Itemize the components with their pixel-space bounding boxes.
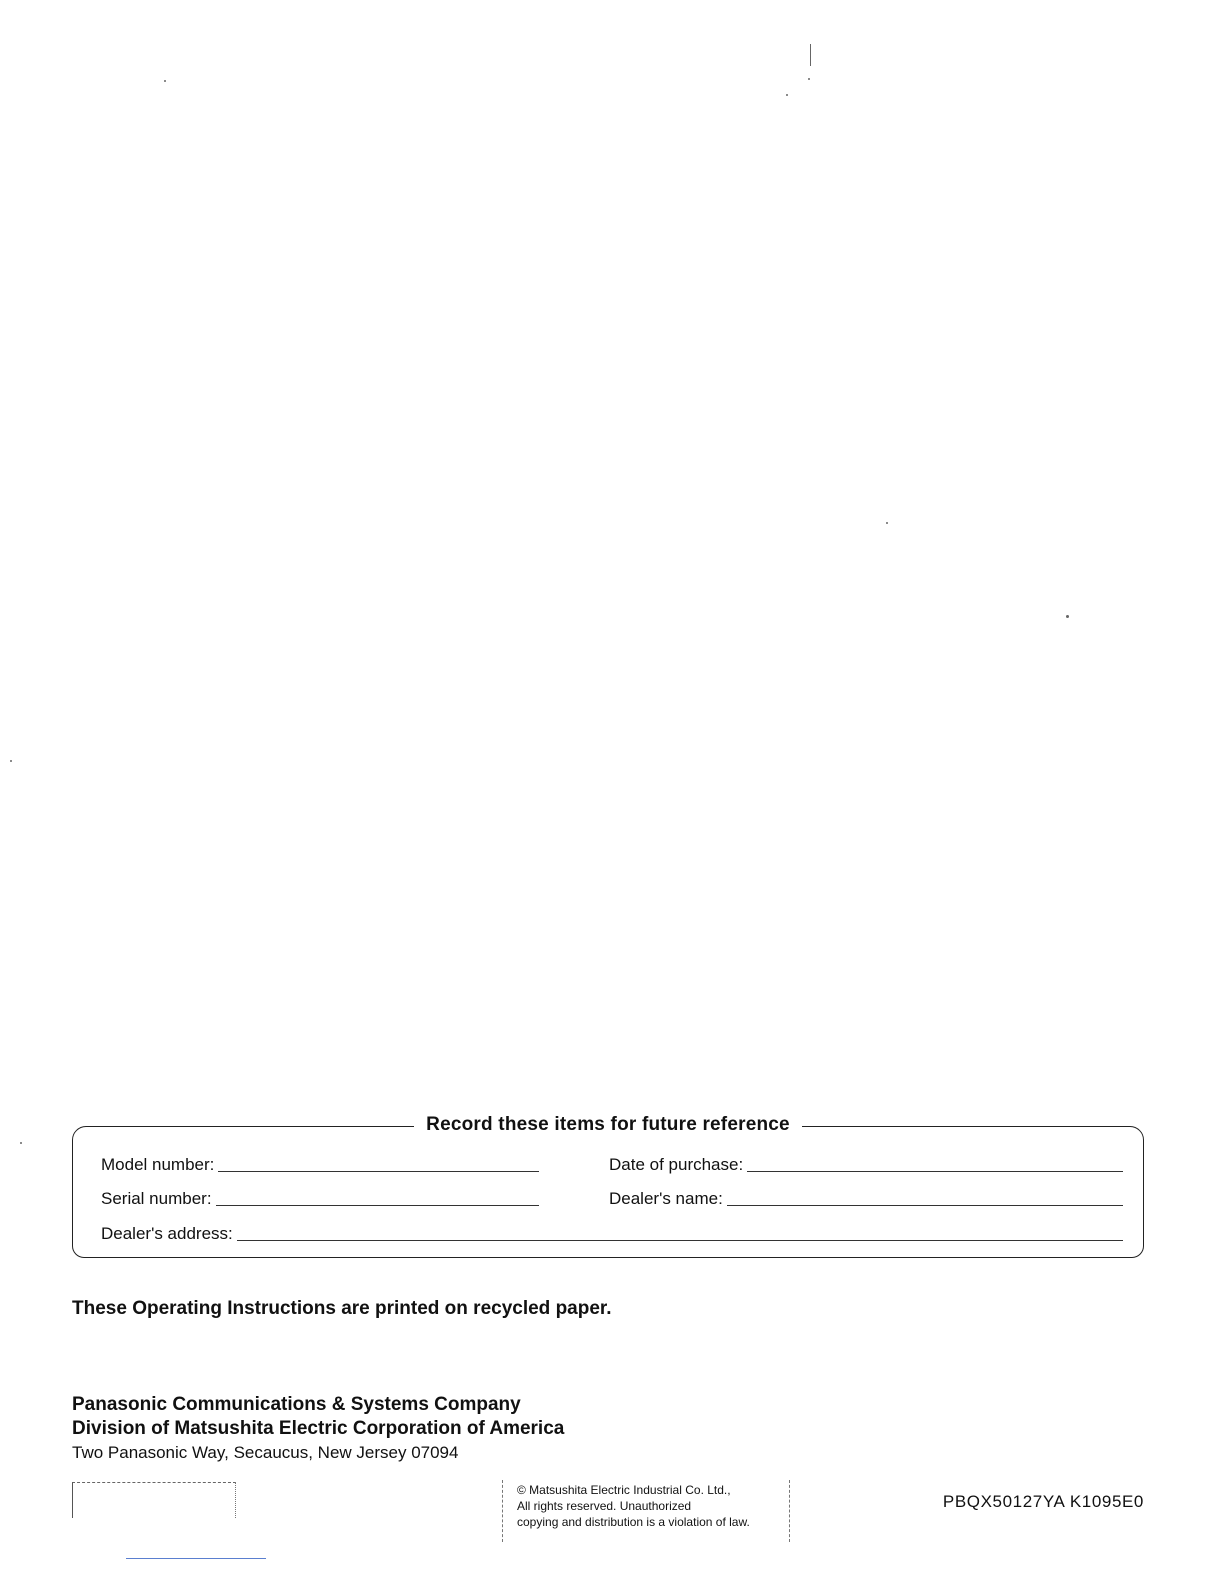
serial-number-field[interactable]	[101, 1185, 539, 1209]
model-number-field[interactable]	[101, 1151, 539, 1175]
copyright-line-3: copying and distribution is a violation of law.	[517, 1515, 750, 1529]
date-of-purchase-field[interactable]	[609, 1151, 1123, 1175]
copyright-line-1: © Matsushita Electric Industrial Co. Ltd.,	[517, 1483, 731, 1497]
dealer-name-field[interactable]	[609, 1185, 1123, 1209]
scan-speck	[20, 1142, 22, 1144]
blue-rule	[126, 1558, 266, 1559]
model-number-label: Model number:	[101, 1155, 215, 1174]
date-of-purchase-line[interactable]	[747, 1153, 1123, 1172]
serial-number-label: Serial number:	[101, 1189, 212, 1208]
scan-speck	[164, 80, 166, 82]
scan-speck	[1066, 615, 1069, 618]
part-number: PBQX50127YA K1095E0	[942, 1492, 1144, 1511]
dealer-name-line[interactable]	[727, 1187, 1123, 1206]
dealer-address-field[interactable]	[101, 1220, 1123, 1244]
company-name: Panasonic Communications & Systems Company	[72, 1394, 521, 1415]
record-title	[73, 1114, 1143, 1136]
copyright-notice	[502, 1480, 790, 1542]
company-block	[72, 1393, 564, 1465]
scan-speck	[786, 94, 788, 96]
stamp-placeholder	[72, 1482, 236, 1518]
model-number-line[interactable]	[218, 1153, 539, 1172]
scan-speck	[808, 78, 810, 80]
copyright-line-2: All rights reserved. Unauthorized	[517, 1499, 692, 1513]
dealer-name-label: Dealer's name:	[609, 1189, 723, 1208]
scan-speck	[810, 44, 811, 66]
dealer-address-label: Dealer's address:	[101, 1224, 233, 1243]
record-title-text: Record these items for future reference	[414, 1114, 802, 1135]
record-box	[72, 1114, 1144, 1258]
serial-number-line[interactable]	[216, 1187, 539, 1206]
company-division: Division of Matsushita Electric Corporation of America	[72, 1418, 565, 1439]
dealer-address-line[interactable]	[237, 1222, 1123, 1241]
date-of-purchase-label: Date of purchase:	[609, 1155, 744, 1174]
company-address: Two Panasonic Way, Secaucus, New Jersey 07094	[72, 1443, 459, 1462]
scan-speck	[886, 522, 888, 524]
recycled-paper-note: These Operating Instructions are printed on recycled paper.	[72, 1298, 612, 1319]
scan-speck	[10, 760, 12, 762]
